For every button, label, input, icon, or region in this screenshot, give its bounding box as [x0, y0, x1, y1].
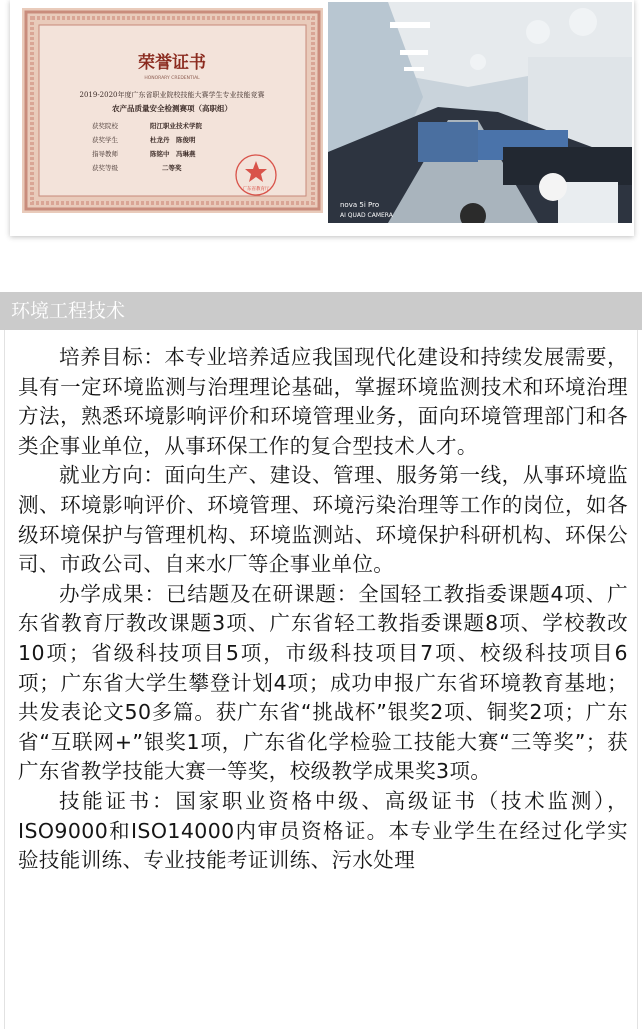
paragraph-employment: 就业方向：面向生产、建设、管理、服务第一线，从事环境监测、环境影响评价、环境管理、环境污染治理等工作的岗位，如各级环境保护与管理机构、环境监测站、环境保护科研机构、环保公司、市政公司、自来水厂等企事业单位。 — [18, 463, 628, 577]
cert-row-value: 杜龙丹 陈俊明 — [150, 136, 196, 144]
cert-row-label: 获奖院校 — [92, 122, 118, 130]
paragraph-achievements: 办学成果：已结题及在研课题：全国轻工教指委课题4项、广东省教育厅教改课题3项、广东省轻工教指委课题8项、学校教改10项；省级科技项目5项，市级科技项目7项、校级科技项目6项；广东省大学生攀登计划4项；成功申报广东省环境教育基地；共发表论文50多篇。获广东省“挑战杯”银奖2项、铜奖2项；广东省“互联网+”银奖1项，广东省化学检验工技能大赛“三等奖”；获广东省教学技能大赛一等奖，校级教学成果奖3项。 — [18, 581, 628, 784]
certificate-event: 农产品质量安全检测赛项（高职组） — [112, 104, 232, 113]
certificate-competition: 2019-2020年度广东省职业院校技能大赛学生专业技能竞赛 — [79, 91, 265, 99]
photo-gallery — [10, 0, 634, 236]
section-content — [18, 343, 628, 876]
certificate-title: 荣誉证书 — [138, 53, 206, 73]
paragraph-training-goal: 培养目标：本专业培养适应我国现代化建设和持续发展需要，具有一定环境监测与治理理论基础，掌握环境监测技术和环境治理方法，熟悉环境影响评价和环境管理业务，面向环境管理部门和各类企事业单位，从事环保工作的复合型技术人才。 — [18, 345, 628, 458]
laboratory-photo[interactable] — [328, 2, 632, 223]
section-body — [4, 330, 638, 1029]
seal-text: 广东省教育厅 — [242, 187, 270, 192]
camera-watermark-line2: AI QUAD CAMERA — [340, 212, 393, 219]
cert-row-value: 阳江职业技术学院 — [150, 122, 202, 130]
program-section — [0, 292, 642, 1029]
paragraph-certificates: 技能证书：国家职业资格中级、高级证书（技术监测），ISO9000和ISO14000内审员资格证。本专业学生在经过化学实验技能训练、专业技能考证训练、污水处理 — [18, 788, 628, 873]
section-title: 环境工程技术 — [0, 292, 642, 330]
cert-row-label: 指导教师 — [92, 150, 118, 158]
cert-row-label: 获奖学生 — [92, 136, 118, 144]
certificate-subtitle: HONORARY CREDENTIAL — [144, 76, 200, 81]
cert-row-value: 陈铭中 冯琳燕 — [150, 150, 196, 158]
cert-row-value: 二等奖 — [162, 164, 182, 172]
certificate-photo[interactable] — [22, 8, 323, 213]
cert-row-label: 获奖等级 — [92, 164, 118, 172]
camera-watermark-line1: nova 5i Pro — [340, 201, 380, 209]
